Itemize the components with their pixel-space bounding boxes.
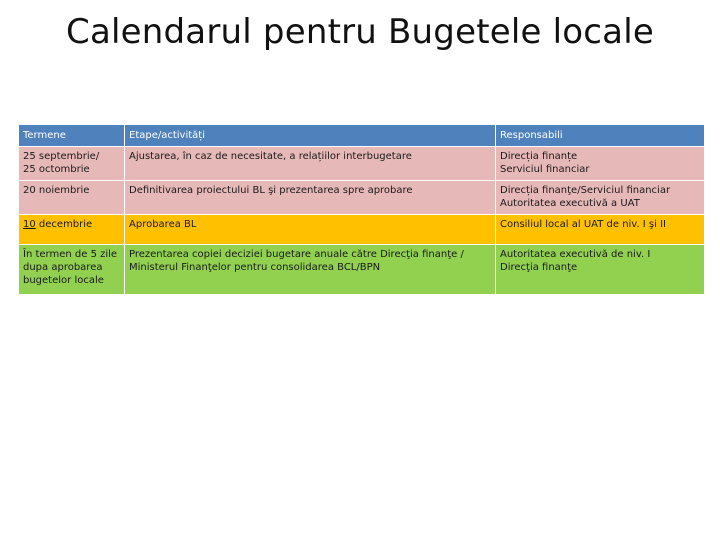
activity-cell — [125, 215, 496, 245]
table-row — [19, 181, 705, 215]
deadline-text: În termen de 5 zile dupa aprobarea bugetelor locale — [23, 249, 118, 286]
table-row — [19, 215, 705, 245]
activity-text: Definitivarea proiectului BL şi prezentarea spre aprobare — [129, 185, 413, 196]
responsible-cell — [496, 245, 705, 295]
activity-text: Prezentarea copiei deciziei bugetare anuale către Direcţia finanţe / Ministerul Finanţelor pentru consolidarea BCL/BPN — [129, 249, 464, 273]
responsible-text: Direcția finanţe/Serviciul financiar Autoritatea executivă a UAT — [500, 185, 671, 209]
header-responsabili: Responsabili — [496, 125, 705, 147]
header-etape: Etape/activități — [125, 125, 496, 147]
activity-cell — [125, 181, 496, 215]
activity-text: Ajustarea, în caz de necesitate, a relațiilor interbugetare — [129, 151, 412, 162]
deadline-cell — [19, 147, 125, 181]
deadline-cell — [19, 181, 125, 215]
activity-cell — [125, 147, 496, 181]
deadline-text: 25 septembrie/ 25 octombrie — [23, 151, 100, 175]
activity-cell — [125, 245, 496, 295]
responsible-cell — [496, 147, 705, 181]
deadline-day: 10 — [23, 219, 36, 230]
slide-title: Calendarul pentru Bugetele locale — [66, 12, 654, 52]
table-row — [19, 245, 705, 295]
deadline-cell — [19, 215, 125, 245]
responsible-text: Direcția finanțe Serviciul financiar — [500, 151, 590, 175]
activity-text: Aprobarea BL — [129, 219, 197, 230]
budget-calendar-table — [18, 124, 705, 295]
deadline-text: 20 noiembrie — [23, 185, 90, 196]
deadline-month: decembrie — [35, 219, 93, 230]
table-header-row — [19, 125, 705, 147]
responsible-text: Autoritatea executivă de niv. I Direcţia finanţe — [500, 249, 651, 273]
deadline-cell — [19, 245, 125, 295]
responsible-text: Consiliul local al UAT de niv. I şi II — [500, 219, 667, 230]
responsible-cell — [496, 215, 705, 245]
header-termene: Termene — [19, 125, 125, 147]
table-row — [19, 147, 705, 181]
responsible-cell — [496, 181, 705, 215]
